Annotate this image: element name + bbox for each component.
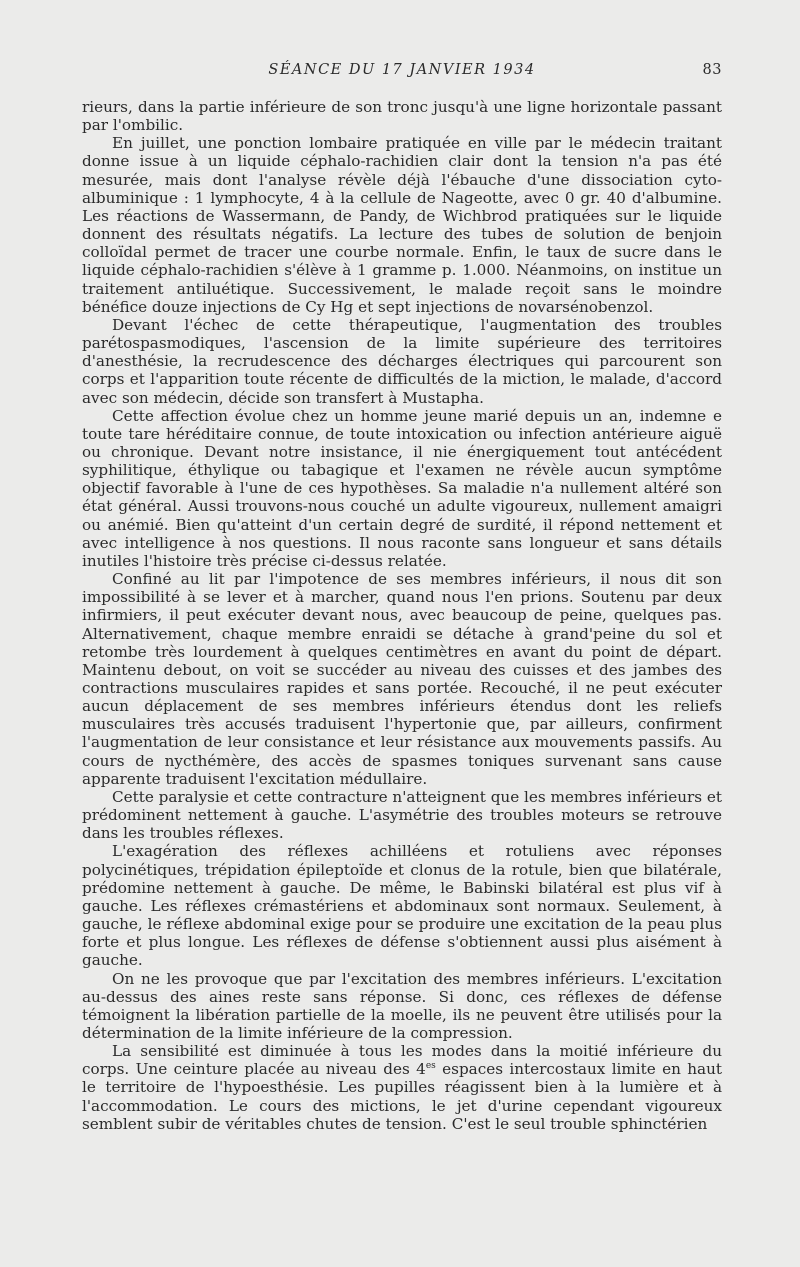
paragraph-9-text-a: La sensibilité est diminuée à tous les modes dans la moitié inférieure du corps. Une ceinture placée au niveau des 4	[82, 1042, 722, 1079]
paragraph-4: Cette affection évolue chez un homme jeune marié depuis un an, indemne e toute tare héréditaire connue, de toute intoxication ou infection antérieure aiguë ou chronique. Devant notre insistance, il nie énergiquement tout antécédent syphilitique, éthylique ou tabagique et l'examen ne révèle aucun symptôme objectif favorable à l'une de ces hypothèses. Sa maladie n'a nullement altéré son état général. Aussi trouvons-nous couché un adulte vigoureux, nullement amaigri ou anémié. Bien qu'atteint d'un certain degré de surdité, il répond nettement et avec intelligence à nos questions. Il nous raconte sans longueur et sans détails inutiles l'histoire très précise ci-dessus relatée.	[82, 406, 722, 570]
paragraph-5: Confiné au lit par l'impotence de ses membres inférieurs, il nous dit son impossibilité à se lever et à marcher, quand nous l'en prions. Soutenu par deux infirmiers, il peut exécuter devant nous, avec beaucoup de peine, quelques pas. Alternativement, chaque membre enraidi se détache à grand'peine du sol et retombe très lourdement à quelques centimètres en avant du point de départ. Maintenu debout, on voit se succéder au niveau des cuisses et des jambes des contractions musculaires rapides et sans portée. Recouché, il ne peut exécuter aucun déplacement de ses membres inférieurs étendus dont les reliefs musculaires très accusés traduisent l'hypertonie que, par ailleurs, confirment l'augmentation de leur consistance et leur résistance aux mouvements passifs. Au cours de nycthémère, des accès de spasmes toniques survenant sans cause apparente traduisent l'excitation médullaire.	[82, 570, 722, 788]
paragraph-7: L'exagération des réflexes achilléens et rotuliens avec réponses polycinétiques, trépidation épileptoïde et clonus de la rotule, bien que bilatérale, prédomine nettement à gauche. De même, le Babinski bilatéral est plus vif à gauche. Les réflexes crémastériens et abdominaux sont normaux. Seulement, à gauche, le réflexe abdominal exige pour se produire une excitation de la peau plus forte et plus longue. Les réflexes de défense s'obtiennent aussi plus aisément à gauche.	[82, 842, 722, 970]
running-header	[82, 62, 722, 82]
paragraph-1: rieurs, dans la partie inférieure de son tronc jusqu'à une ligne horizontale passant par l'ombilic.	[82, 98, 722, 135]
body-text	[82, 98, 722, 1133]
paragraph-8: On ne les provoque que par l'excitation des membres inférieurs. L'excitation au-dessus des aines reste sans réponse. Si donc, ces réflexes de défense témoignent la libération partielle de la moelle, ils ne peuvent être utilisés pour la détermination de la limite inférieure de la compression.	[82, 969, 722, 1042]
paragraph-6: Cette paralysie et cette contracture n'atteignent que les membres inférieurs et prédominent nettement à gauche. L'asymétrie des troubles moteurs se retrouve dans les troubles réflexes.	[82, 787, 722, 843]
paragraph-9-text-b: espaces intercostaux limite en haut le territoire de l'hypoesthésie. Les pupilles réagissent bien à la lumière et à l'accommodation. Le cours des mictions, le jet d'urine cependant vigoureux semblent subir de véritables chutes de tension. C'est le seul trouble sphinctérien	[82, 1060, 722, 1133]
running-title: SÉANCE DU 17 JANVIER 1934	[268, 62, 536, 78]
page-number: 83	[702, 62, 722, 78]
ordinal-superscript: es	[425, 1061, 436, 1072]
paragraph-2: En juillet, une ponction lombaire pratiquée en ville par le médecin traitant donne issue à un liquide céphalo-rachidien clair dont la tension n'a pas été mesurée, mais dont l'analyse révèle déjà l'ébauche d'une dissociation cyto-albuminique : 1 lymphocyte, 4 à la cellule de Nageotte, avec 0 gr. 40 d'albumine. Les réactions de Wassermann, de Pandy, de Wichbrod pratiquées sur le liquide donnent des résultats négatifs. La lecture des tubes de solution de benjoin colloïdal permet de tracer une courbe normale. Enfin, le taux de sucre dans le liquide céphalo-rachidien s'élève à 1 gramme p. 1.000. Néanmoins, on institue un traitement antiluétique. Successivement, le malade reçoit sans le moindre bénéfice douze injections de Cy Hg et sept injections de novarsénobenzol.	[82, 134, 722, 316]
paragraph-3: Devant l'échec de cette thérapeutique, l'augmentation des troubles parétospasmodiques, l'ascension de la limite supérieure des territoires d'anesthésie, la recrudescence des décharges électriques qui parcourent son corps et l'apparition toute récente de difficultés de la miction, le malade, d'accord avec son médecin, décide son transfert à Mustapha.	[82, 315, 722, 407]
paragraph-9	[82, 1042, 722, 1133]
